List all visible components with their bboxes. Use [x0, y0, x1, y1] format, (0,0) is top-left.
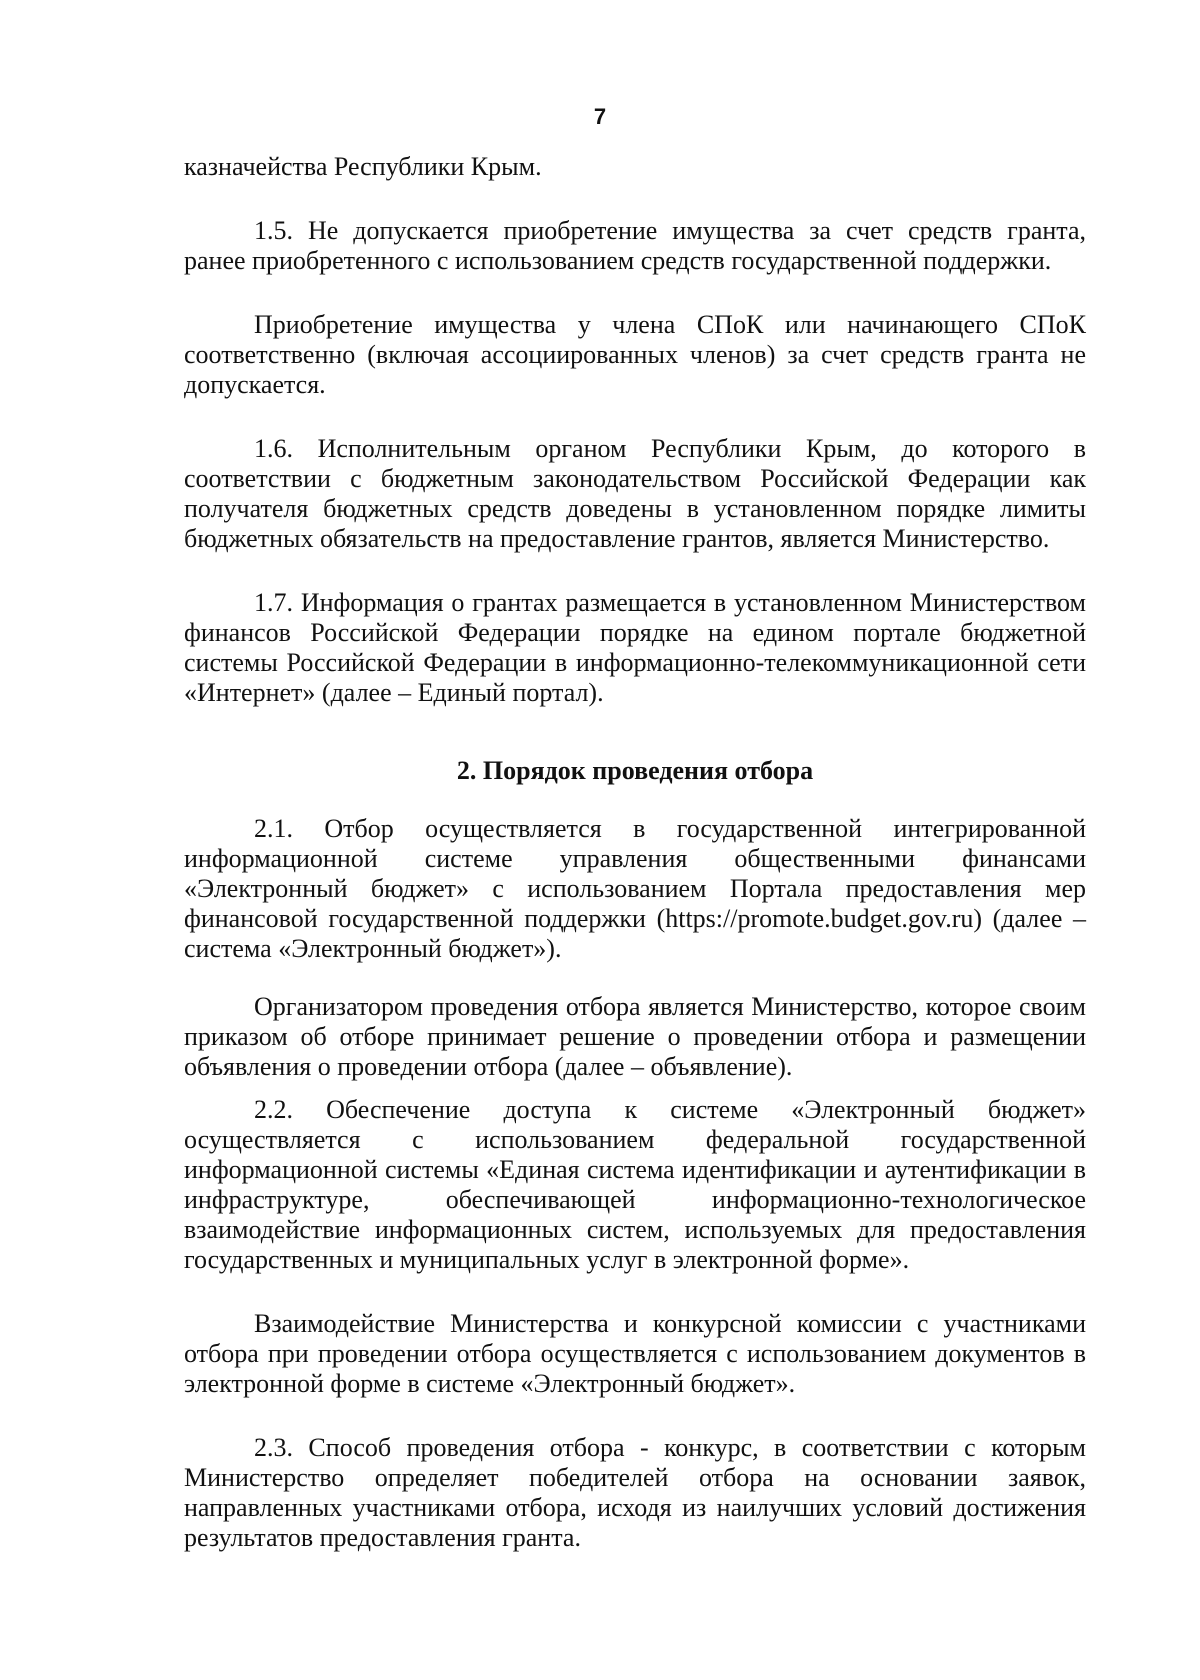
paragraph-2-2: 2.2. Обеспечение доступа к системе «Электронный бюджет» осуществляется с использованием федеральной государственной информационной системы «Единая система идентификации и аутентификации в инфраструктуре, обеспечивающей информационно-технологическое взаимодействие информационных систем, используемых для предоставления государственных и муниципальных услуг в электронной форме».	[184, 1095, 1086, 1274]
page-number: 7	[593, 104, 607, 129]
document-body	[184, 152, 1086, 1553]
paragraph-1-5-note: Приобретение имущества у члена СПоК или начинающего СПоК соответственно (включая ассоциированных членов) за счет средств гранта не допускается.	[184, 310, 1086, 399]
paragraph-1-6: 1.6. Исполнительным органом Республики Крым, до которого в соответствии с бюджетным законодательством Российской Федерации как получателя бюджетных средств доведены в установленном порядке лимиты бюджетных обязательств на предоставление грантов, является Министерство.	[184, 434, 1086, 553]
paragraph-continuation: казначейства Республики Крым.	[184, 152, 542, 181]
paragraph-2-1: 2.1. Отбор осуществляется в государственной интегрированной информационной системе управления общественными финансами «Электронный бюджет» с использованием Портала предоставления мер финансовой государственной поддержки (https://promote.budget.gov.ru) (далее – система «Электронный бюджет»).	[184, 814, 1086, 963]
paragraph-2-3: 2.3. Способ проведения отбора - конкурс, в соответствии с которым Министерство определяет победителей отбора на основании заявок, направленных участниками отбора, исходя из наилучших условий достижения результатов предоставления гранта.	[184, 1433, 1086, 1552]
paragraph-1-7: 1.7. Информация о грантах размещается в установленном Министерством финансов Российской Федерации порядке на едином портале бюджетной системы Российской Федерации в информационно-телекоммуникационной сети «Интернет» (далее – Единый портал).	[184, 588, 1086, 707]
paragraph-2-1-organizer: Организатором проведения отбора является Министерство, которое своим приказом об отборе принимает решение о проведении отбора и размещении объявления о проведении отбора (далее – объявление).	[184, 992, 1086, 1081]
paragraph-2-2-interaction: Взаимодействие Министерства и конкурсной комиссии с участниками отбора при проведении отбора осуществляется с использованием документов в электронной форме в системе «Электронный бюджет».	[184, 1309, 1086, 1398]
section-heading: 2. Порядок проведения отбора	[456, 756, 814, 785]
paragraph-1-5: 1.5. Не допускается приобретение имущества за счет средств гранта, ранее приобретенного с использованием средств государственной поддержки.	[184, 216, 1086, 275]
